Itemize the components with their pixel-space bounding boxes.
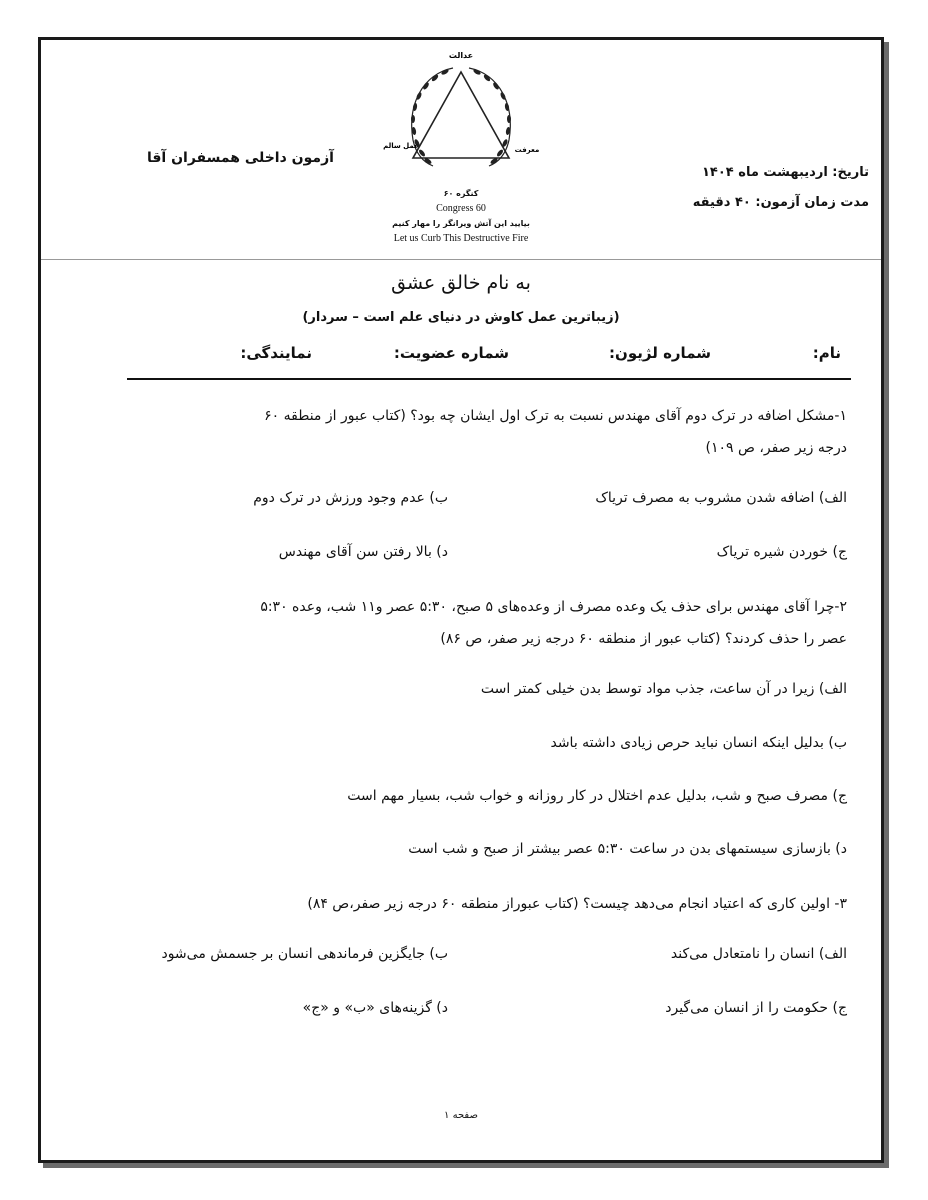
field-name: نام: xyxy=(812,344,841,362)
q2-option-d[interactable]: د) بازسازی سیستمهای بدن در ساعت ۵:۳۰ عصر بیشتر از صبح و شب است xyxy=(408,841,847,857)
logo-top-word: عدالت xyxy=(448,51,474,60)
logo-left-word: عمل سالم xyxy=(383,142,419,150)
header-divider xyxy=(41,259,881,260)
page-subtitle: (زیباترین عمل کاوش در دنیای علم است – سردار) xyxy=(302,310,620,325)
q1-option-a[interactable]: الف) اضافه شدن مشروب به مصرف تریاک xyxy=(595,490,847,506)
question-2 xyxy=(260,591,847,655)
q2-option-b[interactable]: ب) بدلیل اینکه انسان نباید حرص زیادی داشته باشد xyxy=(550,735,847,751)
question-1 xyxy=(264,400,847,464)
q3-option-d[interactable]: د) گزینه‌های «ب» و «ج» xyxy=(302,1000,448,1016)
logo-right-word: معرفت xyxy=(514,146,540,154)
exam-page xyxy=(38,37,884,1163)
question-text-line: ۳- اولین کاری که اعتیاد انجام می‌دهد چیست؟ (کتاب عبوراز منطقه ۶۰ درجه زیر صفر،ص ۸۴) xyxy=(307,896,847,912)
field-membership-number: شماره عضویت: xyxy=(393,344,509,362)
page-title: به نام خالق عشق xyxy=(391,272,531,294)
q1-option-d[interactable]: د) بالا رفتن سن آقای مهندس xyxy=(278,544,448,560)
field-legion-number: شماره لژیون: xyxy=(609,344,711,362)
exam-name: آزمون داخلی همسفران آقا xyxy=(147,150,334,166)
question-text-line: درجه زیر صفر، ص ۱۰۹) xyxy=(705,440,847,456)
fields-divider xyxy=(127,378,851,380)
logo-fa-name: کنگره ۶۰ xyxy=(443,189,479,198)
exam-date: تاریخ: اردیبهشت ماه ۱۴۰۴ xyxy=(702,165,869,180)
exam-duration: مدت زمان آزمون: ۴۰ دقیقه xyxy=(692,195,869,210)
question-3 xyxy=(307,888,847,920)
q1-option-b[interactable]: ب) عدم وجود ورزش در ترک دوم xyxy=(253,490,448,506)
logo-caption xyxy=(361,186,561,246)
exam-info xyxy=(693,158,869,218)
q3-option-b[interactable]: ب) جایگزین فرماندهی انسان بر جسمش می‌شود xyxy=(161,946,448,962)
q2-option-c[interactable]: ج) مصرف صبح و شب، بدلیل عدم اختلال در کار روزانه و خواب شب، بسیار مهم است xyxy=(347,788,847,804)
page-number: صفحه ۱ xyxy=(444,1110,478,1121)
logo-en-slogan: Let us Curb This Destructive Fire xyxy=(393,233,529,244)
logo-fa-slogan: بیایید این آتش ویرانگر را مهار کنیم xyxy=(392,219,530,228)
question-text-line: ۱-مشکل اضافه در ترک دوم آقای مهندس نسبت به ترک اول ایشان چه بود؟ (کتاب عبور از منطقه ۶۰ xyxy=(264,408,847,424)
q3-option-a[interactable]: الف) انسان را نامتعادل می‌کند xyxy=(670,946,847,962)
page-header xyxy=(41,40,881,260)
q2-option-a[interactable]: الف) زیرا در آن ساعت، جذب مواد توسط بدن خیلی کمتر است xyxy=(480,681,847,697)
logo-en-name: Congress 60 xyxy=(436,203,486,214)
q3-option-c[interactable]: ج) حکومت را از انسان می‌گیرد xyxy=(665,1000,847,1016)
question-text-line: عصر را حذف کردند؟ (کتاب عبور از منطقه ۶۰ درجه زیر صفر، ص ۸۶) xyxy=(440,631,847,647)
field-agency: نمایندگی: xyxy=(240,344,312,362)
congress-logo xyxy=(361,46,561,256)
logo-emblem-icon xyxy=(361,46,561,186)
question-text-line: ۲-چرا آقای مهندس برای حذف یک وعده مصرف از وعده‌های ۵ صبح، ۵:۳۰ عصر و۱۱ شب، وعده ۵:۳۰ xyxy=(260,599,847,615)
q1-option-c[interactable]: ج) خوردن شیره تریاک xyxy=(716,544,847,560)
student-fields xyxy=(127,344,847,374)
